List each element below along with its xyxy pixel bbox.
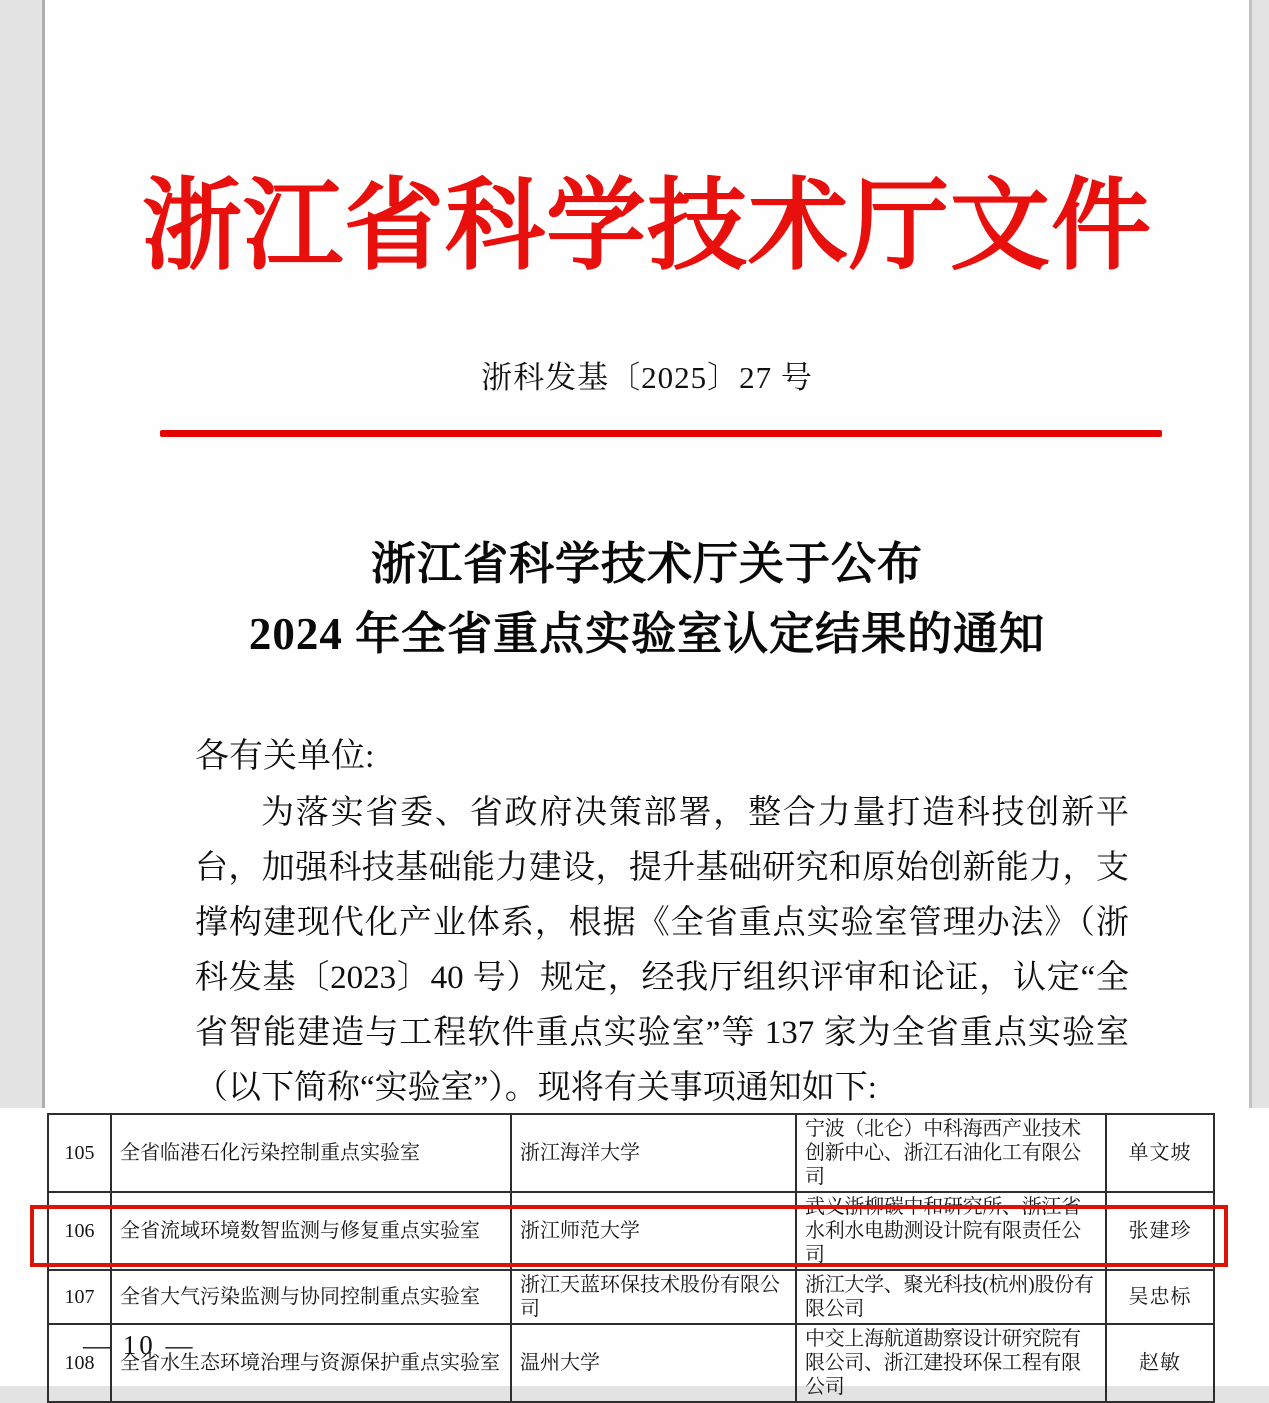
table-row-106 <box>48 1192 1214 1270</box>
institution-cell: 浙江天蓝环保技术股份有限公司 <box>511 1270 796 1324</box>
partners-cell: 浙江大学、聚光科技(杭州)股份有限公司 <box>796 1270 1106 1324</box>
institution-cell: 浙江海洋大学 <box>511 1114 796 1192</box>
letterhead-title: 浙江省科学技术厅文件 <box>142 171 1152 282</box>
document-number: 浙科发基〔2025〕27 号 <box>481 360 813 395</box>
table-section <box>0 1108 1269 1398</box>
director-cell: 单文坡 <box>1106 1114 1214 1192</box>
lab-name-cell: 全省流域环境数智监测与修复重点实验室 <box>111 1192 511 1270</box>
partners-cell: 武义浙柳碳中和研究所、浙江省水利水电勘测设计院有限责任公司 <box>796 1192 1106 1270</box>
row-number-cell: 105 <box>48 1114 111 1192</box>
document-page <box>42 0 1252 1108</box>
lab-name-cell: 全省大气污染监测与协同控制重点实验室 <box>111 1270 511 1324</box>
salutation-line: 各有关单位: <box>195 738 375 775</box>
director-cell: 赵敏 <box>1106 1324 1214 1402</box>
institution-cell: 温州大学 <box>511 1324 796 1402</box>
page-number: — 10 — <box>83 1330 196 1360</box>
director-cell: 张建珍 <box>1106 1192 1214 1270</box>
table-row-107-highlighted <box>48 1270 1214 1324</box>
notice-title-line1: 浙江省科学技术厅关于公布 <box>370 539 923 589</box>
row-number-cell: 108 <box>48 1324 111 1402</box>
partners-cell: 中交上海航道勘察设计研究院有限公司、浙江建投环保工程有限公司 <box>796 1324 1106 1402</box>
table-row-108 <box>48 1324 1214 1402</box>
body-paragraph: 为落实省委、省政府决策部署，整合力量打造科技创新平台，加强科技基础能力建设，提升基础研究和原始创新能力，支撑构建现代化产业体系，根据《全省重点实验室管理办法》（浙科发基〔2023〕40 号）规定，经我厅组织评审和论证，认定“全省智能建造与工程软件重点实验室”等 137 家为全省重点实验室（以下简称“实验室”）。现将有关事项通知如下: <box>195 795 1129 1106</box>
lab-name-cell: 全省临港石化污染控制重点实验室 <box>111 1114 511 1192</box>
row-number-cell: 106 <box>48 1192 111 1270</box>
row-number-cell: 107 <box>48 1270 111 1324</box>
partners-cell: 宁波（北仑）中科海西产业技术创新中心、浙江石油化工有限公司 <box>796 1114 1106 1192</box>
lab-results-table <box>47 1113 1215 1403</box>
table-row-105 <box>48 1114 1214 1192</box>
director-cell: 吴忠标 <box>1106 1270 1214 1324</box>
institution-cell: 浙江师范大学 <box>511 1192 796 1270</box>
lab-name-cell: 全省水生态环境治理与资源保护重点实验室 <box>111 1324 511 1402</box>
notice-title-line2: 2024 年全省重点实验室认定结果的通知 <box>248 609 1046 659</box>
red-divider-line <box>160 430 1162 437</box>
